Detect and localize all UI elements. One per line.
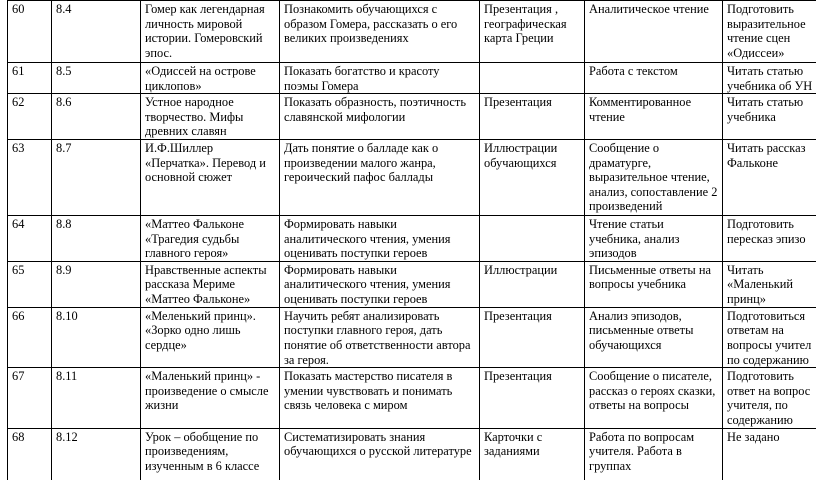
lesson-activity-cell [585, 139, 723, 215]
lesson-materials-cell [480, 261, 585, 307]
lesson-topic-cell [141, 63, 280, 94]
lesson-activity-cell [585, 428, 723, 480]
lesson-code: 8.8 [56, 216, 72, 231]
lesson-homework: Подготовить ответ на вопрос учителя, по содержанию [727, 369, 811, 427]
lesson-code: 8.7 [56, 140, 72, 155]
lesson-topic: Нравственные аспекты рассказа Мериме «Маттео Фальконе» [145, 262, 267, 306]
lesson-activity: Работа по вопросам учителя. Работа в группах [589, 429, 695, 473]
lesson-materials: Презентация [484, 369, 552, 384]
lesson-topic-cell [141, 428, 280, 480]
table-row [8, 307, 816, 367]
table-row [8, 94, 816, 140]
lesson-homework: Читать статью учебника об УН [727, 64, 813, 93]
lesson-topic: Гомер как легендарная личность мировой истории. Гомеровский эпос. [145, 2, 265, 60]
lesson-materials-cell [480, 307, 585, 367]
lesson-activity-cell [585, 261, 723, 307]
lesson-code: 8.9 [56, 262, 72, 277]
lesson-goal-cell [280, 63, 480, 94]
lesson-homework-cell [723, 215, 816, 261]
lesson-goal: Систематизировать знания обучающихся о русской литературе [284, 429, 472, 459]
lesson-materials: Презентация [484, 308, 552, 323]
lesson-activity: Аналитическое чтение [589, 2, 709, 16]
lesson-code-cell [52, 428, 141, 480]
lesson-materials-cell [480, 63, 585, 94]
lesson-plan-table [7, 0, 816, 480]
lesson-homework-cell [723, 428, 816, 480]
lesson-goal-cell [280, 94, 480, 140]
lesson-goal: Дать понятие о балладе как о произведении малого жанра, героический пафос баллады [284, 140, 439, 185]
lesson-goal-cell [280, 307, 480, 367]
lesson-materials: Иллюстрации обучающихся [484, 140, 558, 170]
lesson-topic: «Меленький принц». «Зорко одно лишь сердце» [145, 308, 256, 352]
lesson-number-cell [8, 94, 52, 140]
lesson-homework: Читать статью учебника [727, 95, 804, 124]
lesson-code-cell [52, 307, 141, 367]
lesson-code: 8.10 [56, 308, 78, 323]
lesson-activity-cell [585, 94, 723, 140]
lesson-materials-cell [480, 368, 585, 428]
lesson-goal-cell [280, 428, 480, 480]
lesson-goal: Научить ребят анализировать поступки главного героя, дать понятие об ответственности автора за героя. [284, 308, 471, 367]
lesson-goal: Познакомить обучающихся с образом Гомера, рассказать о его великих произведениях [284, 2, 458, 46]
lesson-number-cell [8, 139, 52, 215]
lesson-number: 65 [12, 262, 25, 277]
lesson-number-cell [8, 428, 52, 480]
lesson-topic: Устное народное творчество. Мифы древних славян [145, 95, 244, 139]
lesson-homework: Подготовить выразительное чтение сцен «Одиссеи» [727, 2, 806, 60]
lesson-activity: Анализ эпизодов, письменные ответы обучающихся [589, 308, 694, 352]
lesson-number-cell [8, 63, 52, 94]
lesson-topic-cell [141, 307, 280, 367]
lesson-number: 60 [12, 2, 25, 16]
lesson-activity: Сообщение о драматурге, выразительное чтение, анализ, сопоставление 2 произведений [589, 140, 718, 214]
lesson-code: 8.12 [56, 429, 78, 444]
lesson-goal-cell [280, 1, 480, 63]
lesson-number: 62 [12, 95, 25, 110]
lesson-topic-cell [141, 215, 280, 261]
lesson-number: 63 [12, 140, 25, 155]
lesson-code-cell [52, 368, 141, 428]
lesson-goal-cell [280, 261, 480, 307]
lesson-homework-cell [723, 1, 816, 63]
table-row [8, 428, 816, 480]
lesson-goal: Формировать навыки аналитического чтения, умения оценивать поступки героев [284, 262, 451, 306]
lesson-number-cell [8, 307, 52, 367]
lesson-code: 8.4 [56, 2, 72, 16]
lesson-number-cell [8, 215, 52, 261]
lesson-goal-cell [280, 139, 480, 215]
lesson-homework: Не задано [727, 429, 780, 444]
lesson-goal: Показать образность, поэтичность славянской мифологии [284, 95, 466, 124]
lesson-topic-cell [141, 1, 280, 63]
lesson-number: 67 [12, 369, 25, 384]
lesson-goal: Формировать навыки аналитического чтения, умения оценивать поступки героев [284, 216, 451, 261]
lesson-homework-cell [723, 139, 816, 215]
lesson-code-cell [52, 63, 141, 94]
lesson-goal-cell [280, 368, 480, 428]
lesson-number-cell [8, 261, 52, 307]
lesson-goal: Показать богатство и красоту поэмы Гомера [284, 64, 440, 93]
lesson-activity-cell [585, 368, 723, 428]
table-row [8, 63, 816, 94]
lesson-code: 8.11 [56, 369, 78, 384]
lesson-materials-cell [480, 139, 585, 215]
lesson-number: 68 [12, 429, 25, 444]
lesson-topic: «Маттео Фальконе «Трагедия судьбы главного героя» [145, 216, 244, 261]
lesson-topic: «Маленький принц» - произведение о смысле жизни [145, 369, 269, 413]
lesson-homework: Подготовить пересказ эпизо [727, 216, 806, 246]
lesson-code-cell [52, 1, 141, 63]
table-row [8, 368, 816, 428]
lesson-topic: «Одиссей на острове циклопов» [145, 64, 256, 93]
lesson-code: 8.6 [56, 95, 72, 110]
lesson-homework-cell [723, 63, 816, 94]
lesson-activity-cell [585, 307, 723, 367]
lesson-homework-cell [723, 94, 816, 140]
table-row [8, 215, 816, 261]
lesson-activity: Чтение статьи учебника, анализ эпизодов [589, 216, 680, 261]
lesson-activity: Комментированное чтение [589, 95, 692, 124]
lesson-homework-cell [723, 368, 816, 428]
lesson-materials: Иллюстрации [484, 262, 558, 277]
lesson-number: 61 [12, 64, 25, 78]
lesson-number: 64 [12, 216, 25, 231]
lesson-activity: Работа с текстом [589, 64, 678, 78]
lesson-materials: Презентация , географическая карта Греции [484, 2, 567, 46]
lesson-homework-cell [723, 307, 816, 367]
lesson-goal: Показать мастерство писателя в умении чувствовать и понимать связь человека с миром [284, 369, 453, 413]
lesson-goal-cell [280, 215, 480, 261]
lesson-topic-cell [141, 368, 280, 428]
lesson-homework-cell [723, 261, 816, 307]
table-row [8, 261, 816, 307]
lesson-code-cell [52, 261, 141, 307]
lesson-homework: Читать рассказ Фальконе [727, 140, 806, 170]
lesson-topic: И.Ф.Шиллер «Перчатка». Перевод и основной сюжет [145, 140, 266, 185]
lesson-homework: Читать «Маленький принц» [727, 262, 794, 306]
lesson-activity: Письменные ответы на вопросы учебника [589, 262, 711, 292]
lesson-materials-cell [480, 1, 585, 63]
lesson-activity-cell [585, 63, 723, 94]
lesson-table-body [8, 1, 816, 480]
lesson-topic-cell [141, 139, 280, 215]
lesson-code-cell [52, 139, 141, 215]
lesson-materials-cell [480, 428, 585, 480]
lesson-materials-cell [480, 215, 585, 261]
table-row [8, 139, 816, 215]
lesson-number-cell [8, 1, 52, 63]
lesson-homework: Подготовиться ответам на вопросы учител по содержанию [727, 308, 812, 367]
lesson-materials-cell [480, 94, 585, 140]
lesson-materials: Презентация [484, 95, 552, 110]
table-row [8, 1, 816, 63]
lesson-code-cell [52, 94, 141, 140]
lesson-number-cell [8, 368, 52, 428]
lesson-code: 8.5 [56, 64, 72, 78]
lesson-topic-cell [141, 261, 280, 307]
lesson-activity-cell [585, 215, 723, 261]
lesson-topic: Урок – обобщение по произведениям, изученным в 6 классе [145, 429, 260, 473]
lesson-materials: Карточки с заданиями [484, 429, 543, 459]
lesson-code-cell [52, 215, 141, 261]
lesson-number: 66 [12, 308, 25, 323]
lesson-activity-cell [585, 1, 723, 63]
lesson-topic-cell [141, 94, 280, 140]
lesson-activity: Сообщение о писателе, рассказ о героях сказки, ответы на вопросы [589, 369, 716, 413]
